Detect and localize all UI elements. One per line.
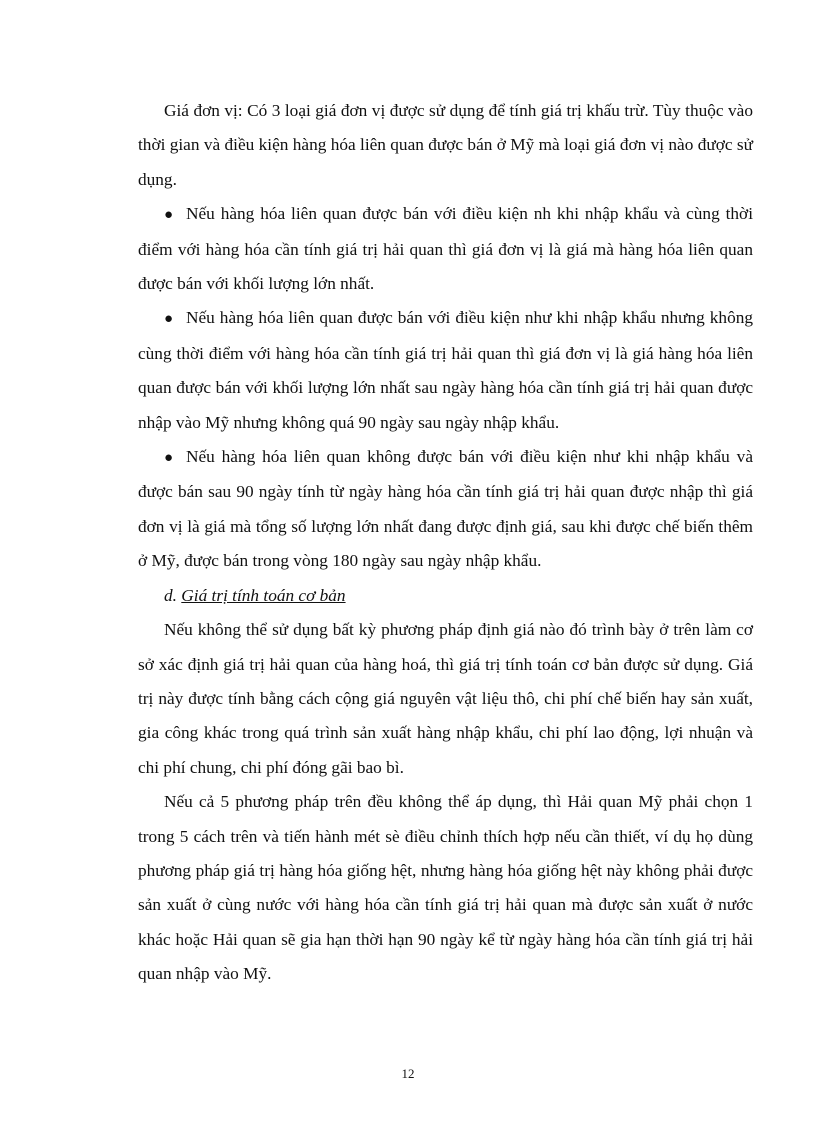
section-heading bbox=[138, 579, 753, 613]
document-body bbox=[138, 94, 753, 992]
bullet-text-3: Nếu hàng hóa liên quan không được bán với điều kiện như khi nhập khẩu và được bán sau 90 ngày tính từ ngày hàng hóa cần tính giá trị hải quan được nhập thì giá đơn vị là giá mà tổng số lượng lớn nhất đang được định giá, sau khi được chế biến thêm ở Mỹ, được bán trong vòng 180 ngày sau ngày nhập khẩu. bbox=[138, 447, 753, 571]
page-number: 12 bbox=[401, 1066, 415, 1081]
bullet-text-2: Nếu hàng hóa liên quan được bán với điều kiện như khi nhập khẩu nhưng không cùng thời điểm với hàng hóa cần tính giá trị hải quan thì giá đơn vị là giá hàng hóa liên quan được bán với khối lượng lớn nhất sau ngày hàng hóa cần tính giá trị hải quan được nhập vào Mỹ nhưng không quá 90 ngày sau ngày nhập khẩu. bbox=[138, 308, 753, 432]
bullet-item-3 bbox=[138, 440, 753, 579]
paragraph-unit-price: Giá đơn vị: Có 3 loại giá đơn vị được sử dụng để tính giá trị khấu trừ. Tùy thuộc vào thời gian và điều kiện hàng hóa liên quan được bán ở Mỹ mà loại giá đơn vị nào được sử dụng. bbox=[138, 101, 753, 189]
heading-text: Giá trị tính toán cơ bản bbox=[181, 585, 346, 605]
paragraph-fallback: Nếu cả 5 phương pháp trên đều không thể áp dụng, thì Hải quan Mỹ phải chọn 1 trong 5 cách trên và tiến hành mét sè điều chỉnh thích hợp nếu cần thiết, ví dụ họ dùng phương pháp giá trị hàng hóa giống hệt, nhưng hàng hóa giống hệt này không phải được sản xuất ở cùng nước với hàng hóa cần tính giá trị hải quan mà được sản xuất ở nước khác hoặc Hải quan sẽ gia hạn thời hạn 90 ngày kể từ ngày hàng hóa cần tính giá trị hải quan nhập vào Mỹ. bbox=[138, 792, 753, 984]
bullet-item-2 bbox=[138, 301, 753, 440]
bullet-icon: ● bbox=[164, 311, 174, 328]
bullet-icon: ● bbox=[164, 207, 174, 224]
bullet-text-1: Nếu hàng hóa liên quan được bán với điều kiện nh khi nhập khẩu và cùng thời điểm với hàng hóa cần tính giá trị hải quan thì giá đơn vị là giá mà hàng hóa liên quan được bán với khối lượng lớn nhất. bbox=[138, 204, 753, 294]
heading-prefix: d. bbox=[164, 585, 177, 605]
paragraph-computed-value: Nếu không thể sử dụng bất kỳ phương pháp định giá nào đó trình bày ở trên làm cơ sở xác định giá trị hải quan của hàng hoá, thì giá trị tính toán cơ bản được sử dụng. Giá trị này được tính bằng cách cộng giá nguyên vật liệu thô, chi phí chế biến hay sản xuất, gia công khác trong quá trình sản xuất hàng nhập khẩu, chi phí lao động, lợi nhuận và chi phí chung, chi phí đóng gãi bao bì. bbox=[138, 620, 753, 777]
bullet-item-1 bbox=[138, 197, 753, 301]
bullet-icon: ● bbox=[164, 450, 174, 467]
